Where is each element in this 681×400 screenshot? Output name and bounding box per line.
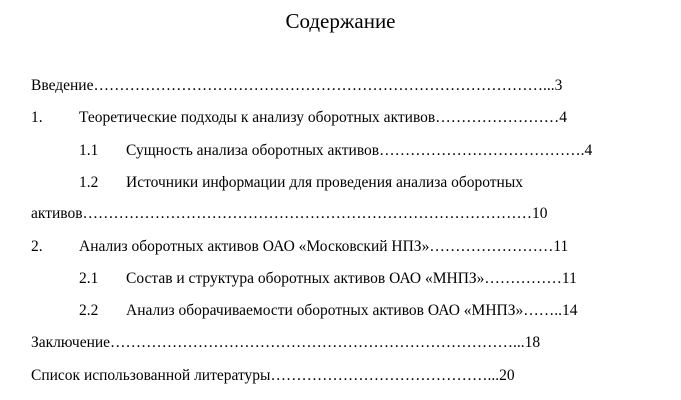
toc-entry-2 <box>31 236 670 258</box>
toc-entry-text: Источники информации для проведения анализа оборотных <box>126 174 524 191</box>
toc-entry-1-2-continued <box>31 203 670 225</box>
page-title: Содержание <box>285 9 396 33</box>
toc-entry-1 <box>31 107 670 129</box>
toc-entry-number: 1.1 <box>79 142 99 159</box>
toc-entry-number: 2. <box>31 238 43 255</box>
toc-entry-2-1 <box>31 268 670 290</box>
toc-entry-text: активов……………………………………………………………………………10 <box>31 205 548 222</box>
toc-entry-text: Введение……………………………………………………………………………...3 <box>31 77 563 94</box>
toc-entry-text: Список использованной литературы……………………………………...20 <box>31 367 515 384</box>
toc-entry-number: 1. <box>31 109 43 126</box>
toc-entry-text: Анализ оборотных активов ОАО «Московский НПЗ»……………………11 <box>79 238 569 255</box>
toc-entry-2-2 <box>31 300 670 322</box>
toc-entry-1-1 <box>31 140 670 162</box>
toc-entry-text: Анализ оборачиваемости оборотных активов ОАО «МНПЗ»……..14 <box>126 302 578 319</box>
toc-entry-text: Сущность анализа оборотных активов………………………………….4 <box>126 142 593 159</box>
toc-entry-text: Теоретические подходы к анализу оборотных активов……………………4 <box>79 109 567 126</box>
toc-entry-number: 1.2 <box>79 174 99 191</box>
toc-entry-number: 2.2 <box>79 302 99 319</box>
toc-entry-number: 2.1 <box>79 270 99 287</box>
toc-entry-text: Состав и структура оборотных активов ОАО «МНПЗ»……………11 <box>126 270 577 287</box>
toc-entry-text: Заключение……………………………………………………………………...18 <box>31 334 541 351</box>
toc-entry-introduction <box>31 75 670 97</box>
toc-entry-conclusion <box>31 332 670 354</box>
toc-entry-references <box>31 365 670 387</box>
toc-entry-1-2 <box>31 172 670 194</box>
